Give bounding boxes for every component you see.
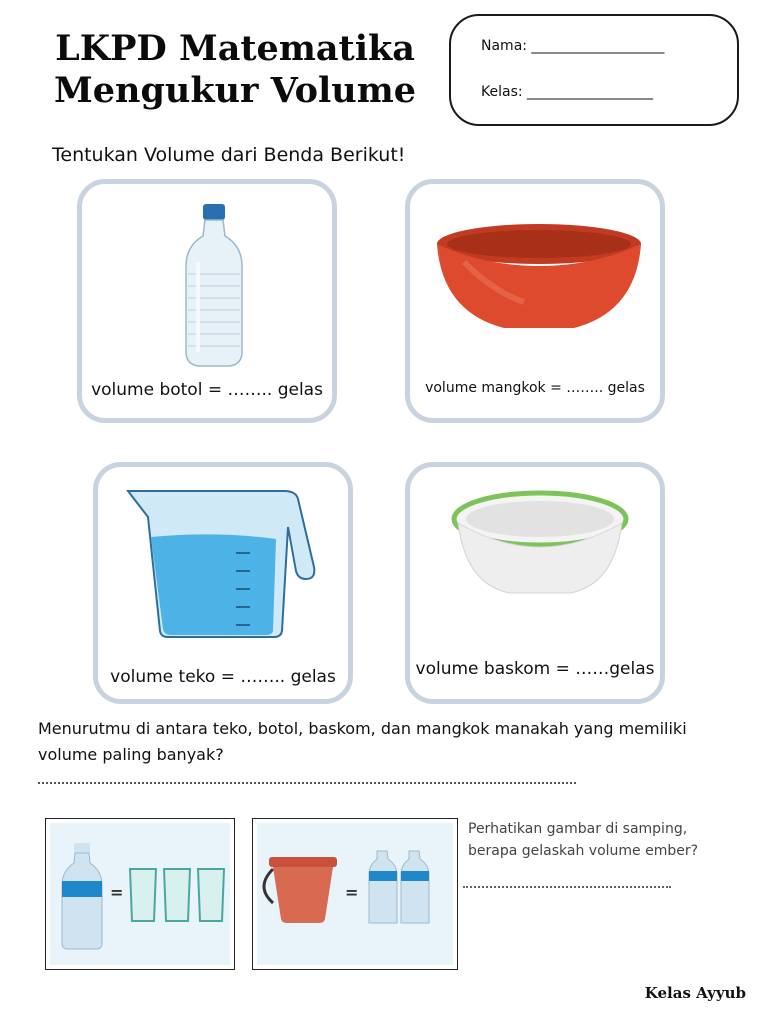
- equals-sign: =: [345, 883, 359, 902]
- instruction-text: Tentukan Volume dari Benda Berikut!: [52, 144, 406, 166]
- bucket-question: [468, 818, 698, 862]
- red-bowl-image: [434, 222, 644, 342]
- card-basin: [405, 462, 665, 704]
- three-glasses-icon: [128, 867, 228, 923]
- water-bottle-image: [180, 202, 250, 372]
- title-line-1: LKPD Matematika: [55, 28, 415, 69]
- basin-volume-label: volume baskom = ……gelas: [415, 659, 655, 679]
- card-bowl: [405, 179, 665, 423]
- bottle-glasses-panel: [45, 818, 235, 970]
- class-field[interactable]: Kelas: __________________: [481, 84, 654, 100]
- question-text: Menurutmu di antara teko, botol, baskom, dan mangkok manakah yang memiliki volume paling banyak?: [38, 719, 687, 764]
- white-basin-image: [450, 489, 630, 599]
- bottle-volume-label: volume botol = …….. gelas: [91, 380, 323, 400]
- bucket-answer-line[interactable]: [463, 886, 671, 888]
- measuring-jug-image: [126, 487, 326, 637]
- card-jug: [93, 462, 353, 704]
- water-bottle-icon: [60, 843, 104, 951]
- two-bottles-icon: [367, 849, 437, 927]
- name-field[interactable]: Nama: ___________________: [481, 38, 665, 54]
- red-bucket-icon: [259, 857, 339, 927]
- bucket-question-line-2: berapa gelaskah volume ember?: [468, 843, 699, 859]
- bowl-volume-label: volume mangkok = …….. gelas: [425, 380, 645, 396]
- title-line-2: Mengukur Volume: [53, 70, 417, 111]
- answer-line[interactable]: [38, 782, 576, 784]
- page-title: [40, 28, 430, 112]
- bucket-question-line-1: Perhatikan gambar di samping,: [468, 821, 688, 837]
- equals-sign: =: [110, 883, 124, 902]
- footer-credit: Kelas Ayyub: [644, 984, 746, 1002]
- card-bottle: [77, 179, 337, 423]
- bucket-bottles-panel: [252, 818, 458, 970]
- jug-volume-label: volume teko = …….. gelas: [110, 667, 336, 687]
- identity-box: [449, 14, 739, 126]
